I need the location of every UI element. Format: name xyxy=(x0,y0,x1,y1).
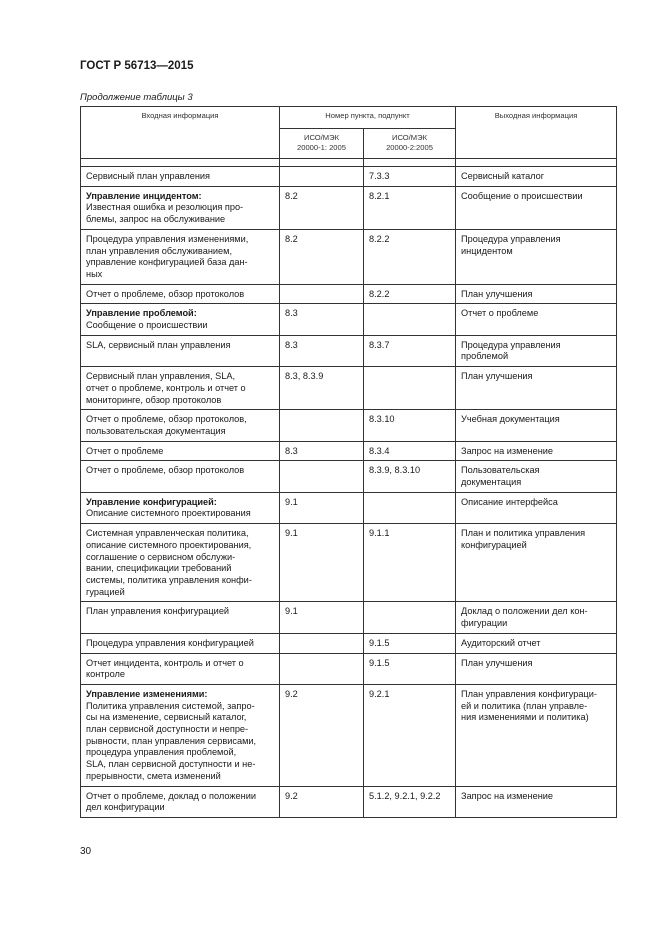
cell-output: Доклад о положении дел кон- фигурации xyxy=(456,602,617,633)
col-header-output: Выходная информация xyxy=(456,107,617,159)
cell-output: План улучшения xyxy=(456,284,617,304)
cell-output: Процедура управления проблемой xyxy=(456,335,617,366)
iso2-line1: ИСО/МЭК xyxy=(392,133,427,142)
input-text: Отчет о проблеме xyxy=(86,445,164,456)
cell-input xyxy=(81,633,280,653)
input-text: Сервисный план управления, SLA, отчет о проблеме, контроль и отчет о мониторинге, обзор протоколов xyxy=(86,371,246,405)
table-caption: Продолжение таблицы 3 xyxy=(80,92,193,103)
cell-output: Сообщение о происшествии xyxy=(456,186,617,229)
cell-output: Отчет о проблеме xyxy=(456,304,617,335)
table-row xyxy=(81,367,617,410)
input-text: Процедура управления конфигурацией xyxy=(86,637,254,648)
cell-iso2: 8.3.7 xyxy=(364,335,456,366)
input-text: Политика управления системой, запро- сы на изменение, сервисный каталог, план сервисной доступности и непре- рывности, план управления сервисами, процедура управления проблемой, SLA, план сервисной доступности и не- прерывности, смета изменений xyxy=(86,700,257,781)
section-heading: Управление изменениями: xyxy=(86,688,208,699)
cell-input xyxy=(81,441,280,461)
cell-output: Сервисный каталог xyxy=(456,167,617,187)
cell-output: Учебная документация xyxy=(456,410,617,441)
cell-iso2 xyxy=(364,602,456,633)
page-number: 30 xyxy=(80,846,92,857)
cell-iso1: 8.2 xyxy=(280,229,364,284)
cell-iso2: 9.2.1 xyxy=(364,684,456,786)
col-header-clause: Номер пункта, подпункт xyxy=(280,107,456,129)
header-spacer-row xyxy=(81,159,617,167)
input-text: Сообщение о происшествии xyxy=(86,320,208,331)
cell-input xyxy=(81,461,280,492)
table-row xyxy=(81,492,617,523)
input-text: Известная ошибка и резолюция про- блемы, запрос на обслуживание xyxy=(86,202,244,225)
cell-iso1: 8.3, 8.3.9 xyxy=(280,367,364,410)
cell-iso1: 8.3 xyxy=(280,335,364,366)
input-text: Отчет о проблеме, обзор протоколов xyxy=(86,288,245,299)
table-row xyxy=(81,524,617,602)
table-body xyxy=(81,167,617,818)
cell-iso2: 8.3.9, 8.3.10 xyxy=(364,461,456,492)
cell-output: План улучшения xyxy=(456,367,617,410)
cell-output: Запрос на изменение xyxy=(456,786,617,817)
table-row xyxy=(81,284,617,304)
cell-iso2: 9.1.5 xyxy=(364,653,456,684)
cell-iso2: 9.1.1 xyxy=(364,524,456,602)
cell-iso2: 8.2.2 xyxy=(364,284,456,304)
cell-iso1: 9.2 xyxy=(280,786,364,817)
iso1-line2: 20000-1: 2005 xyxy=(297,143,346,152)
section-heading: Управление инцидентом: xyxy=(86,190,202,201)
input-text: Описание системного проектирования xyxy=(86,508,251,519)
cell-input xyxy=(81,229,280,284)
cell-iso2 xyxy=(364,367,456,410)
cell-output: Процедура управления инцидентом xyxy=(456,229,617,284)
cell-output: Пользовательская документация xyxy=(456,461,617,492)
cell-input xyxy=(81,367,280,410)
cell-iso1 xyxy=(280,167,364,187)
cell-input xyxy=(81,335,280,366)
cell-input xyxy=(81,492,280,523)
cell-input xyxy=(81,284,280,304)
section-heading: Управление конфигурацией: xyxy=(86,496,217,507)
table-row xyxy=(81,441,617,461)
cell-input xyxy=(81,167,280,187)
cell-input xyxy=(81,186,280,229)
table-row xyxy=(81,684,617,786)
cell-iso1: 9.1 xyxy=(280,492,364,523)
cell-iso1 xyxy=(280,633,364,653)
cell-iso2 xyxy=(364,304,456,335)
col-header-iso2 xyxy=(364,129,456,159)
table-row xyxy=(81,186,617,229)
cell-input xyxy=(81,684,280,786)
table-row xyxy=(81,167,617,187)
cell-output: Описание интерфейса xyxy=(456,492,617,523)
cell-iso1 xyxy=(280,284,364,304)
input-text: Сервисный план управления xyxy=(86,171,211,181)
table-row xyxy=(81,461,617,492)
input-text: Процедура управления изменениями, план управления обслуживанием, управление конфигурацией база дан- ных xyxy=(86,233,249,279)
cell-input xyxy=(81,524,280,602)
table-row xyxy=(81,786,617,817)
section-heading: Управление проблемой: xyxy=(86,308,197,319)
cell-iso2: 8.3.10 xyxy=(364,410,456,441)
cell-iso1 xyxy=(280,461,364,492)
cell-iso1: 9.2 xyxy=(280,684,364,786)
input-text: Отчет о проблеме, обзор протоколов xyxy=(86,465,245,476)
cell-iso1: 9.1 xyxy=(280,602,364,633)
cell-output: План и политика управления конфигурацией xyxy=(456,524,617,602)
table-row xyxy=(81,304,617,335)
cell-output: План улучшения xyxy=(456,653,617,684)
cell-iso1 xyxy=(280,410,364,441)
cell-input xyxy=(81,786,280,817)
table-row xyxy=(81,410,617,441)
cell-input xyxy=(81,304,280,335)
cell-output: План управления конфигураци- ей и политика (план управле- ния изменениями и политика) xyxy=(456,684,617,786)
iso2-line2: 20000-2:2005 xyxy=(386,143,433,152)
table-row xyxy=(81,335,617,366)
cell-iso2: 8.2.1 xyxy=(364,186,456,229)
cell-iso1: 8.3 xyxy=(280,304,364,335)
cell-iso1: 9.1 xyxy=(280,524,364,602)
data-table xyxy=(80,106,617,818)
input-text: SLA, сервисный план управления xyxy=(86,339,231,350)
col-header-input: Входная информация xyxy=(81,107,280,159)
cell-output: Запрос на изменение xyxy=(456,441,617,461)
table-row xyxy=(81,229,617,284)
input-text: Системная управленческая политика, описание системного проектирования, соглашение о сервисном обслужи- вании, спецификации требований системы, политика управления конфи- гурацией xyxy=(86,528,252,597)
standard-id: ГОСТ Р 56713—2015 xyxy=(80,60,194,72)
cell-iso2 xyxy=(364,492,456,523)
cell-iso2: 8.2.2 xyxy=(364,229,456,284)
input-text: Отчет о проблеме, обзор протоколов, пользовательская документация xyxy=(86,414,247,436)
table-row xyxy=(81,653,617,684)
cell-iso2: 7.3.3 xyxy=(364,167,456,187)
input-text: Отчет инцидента, контроль и отчет о контроле xyxy=(86,657,244,680)
cell-output: Аудиторский отчет xyxy=(456,633,617,653)
col-header-iso1 xyxy=(280,129,364,159)
cell-input xyxy=(81,602,280,633)
cell-iso1: 8.3 xyxy=(280,441,364,461)
input-text: План управления конфигурацией xyxy=(86,606,230,617)
cell-iso1: 8.2 xyxy=(280,186,364,229)
cell-iso2: 8.3.4 xyxy=(364,441,456,461)
cell-iso1 xyxy=(280,653,364,684)
iso1-line1: ИСО/МЭК xyxy=(304,133,339,142)
table-row xyxy=(81,602,617,633)
cell-input xyxy=(81,653,280,684)
cell-input xyxy=(81,410,280,441)
table-row xyxy=(81,633,617,653)
cell-iso2: 9.1.5 xyxy=(364,633,456,653)
cell-iso2: 5.1.2, 9.2.1, 9.2.2 xyxy=(364,786,456,817)
input-text: Отчет о проблеме, доклад о положении дел конфигурации xyxy=(86,790,256,813)
